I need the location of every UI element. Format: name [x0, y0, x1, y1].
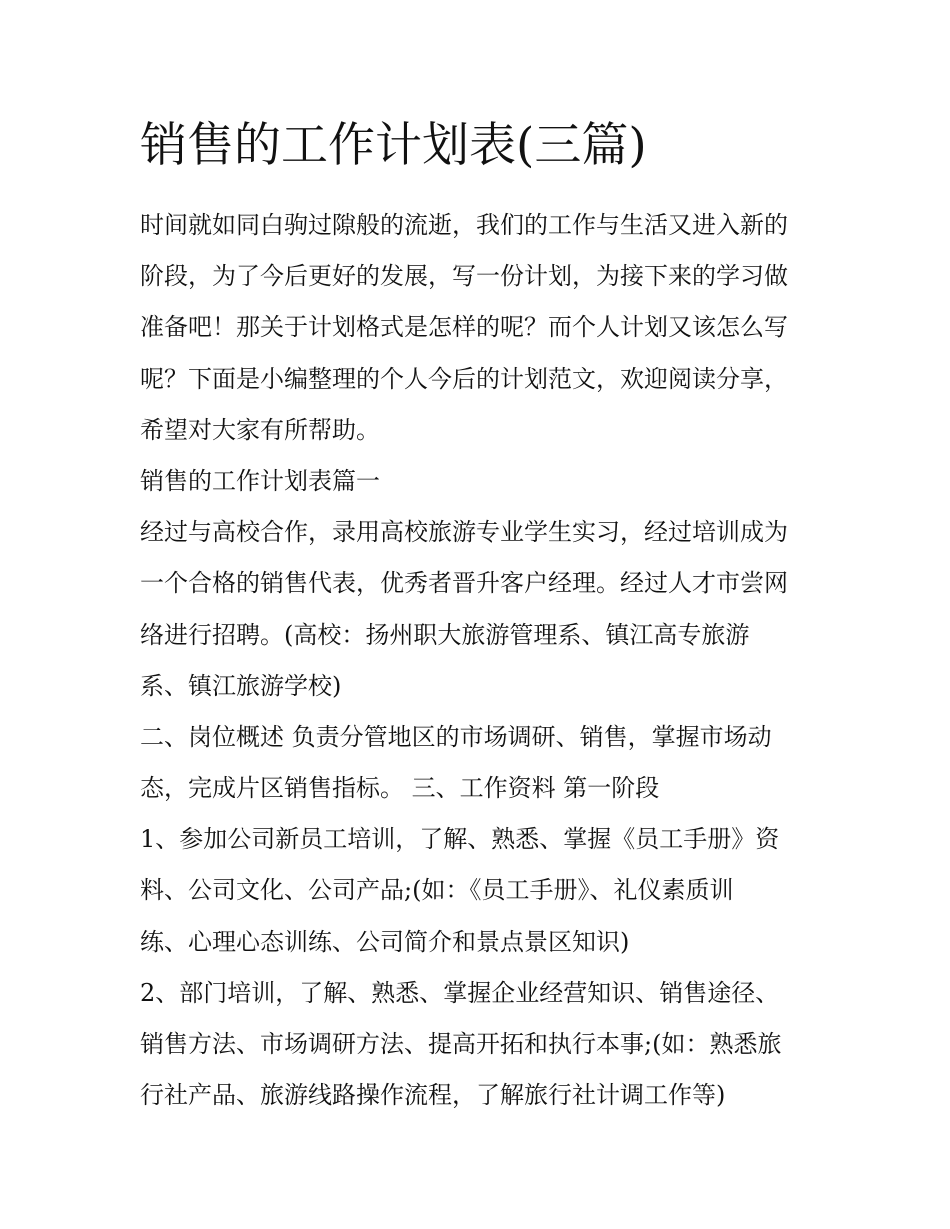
body-line: 1、参加公司新员工培训，了解、熟悉、掌握《员工手册》资 [140, 825, 780, 854]
body-line: 络进行招聘。(高校：扬州职大旅游管理系、镇江高专旅游 [140, 620, 750, 649]
body-line: 销售方法、市场调研方法、提高开拓和执行本事;(如：熟悉旅 [140, 1030, 782, 1058]
body-line: 阶段，为了今后更好的发展，写一份计划，为接下来的学习做 [140, 262, 788, 291]
body-line: 二、岗位概述 负责分管地区的市场调研、销售，掌握市场动 [140, 722, 772, 751]
document-body [140, 200, 820, 1121]
body-line: 行社产品、旅游线路操作流程，了解旅行社计调工作等) [140, 1081, 726, 1110]
body-line: 系、镇江旅游学校) [140, 671, 342, 700]
body-line: 料、公司文化、公司产品;(如：《员工手册》、礼仪素质训 [140, 876, 734, 905]
body-line: 准备吧！那关于计划格式是怎样的呢？而个人计划又该怎么写 [140, 313, 788, 342]
body-line: 呢？下面是小编整理的个人今后的计划范文，欢迎阅读分享， [140, 364, 788, 393]
body-line: 2、部门培训，了解、熟悉、掌握企业经营知识、销售途径、 [140, 978, 780, 1007]
body-line: 时间就如同白驹过隙般的流逝，我们的工作与生活又进入新的 [140, 211, 788, 239]
document-title: 销售的工作计划表(三篇) [140, 118, 647, 173]
body-line: 希望对大家有所帮助。 [140, 415, 380, 444]
body-line: 练、心理心态训练、公司简介和景点景区知识) [140, 927, 630, 956]
body-line: 态，完成片区销售指标。 三、工作资料 第一阶段 [140, 774, 660, 803]
section-heading: 销售的工作计划表篇一 [140, 466, 380, 495]
body-line: 一个合格的销售代表，优秀者晋升客户经理。经过人才市尝网 [140, 569, 788, 598]
body-line: 经过与高校合作，录用高校旅游专业学生实习，经过培训成为 [140, 518, 788, 547]
